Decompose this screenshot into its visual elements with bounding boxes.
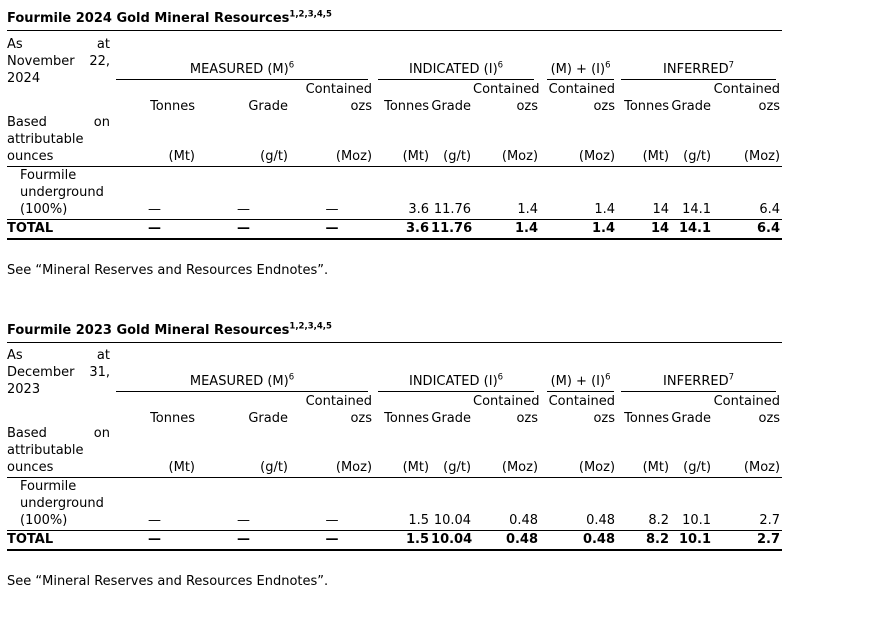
unit-moz: (Moz)	[473, 116, 540, 166]
basis-word: on	[93, 114, 110, 130]
group-superscript: 6	[288, 372, 295, 383]
mineral-resources-section-2024	[7, 10, 782, 279]
group-superscript: 7	[728, 372, 735, 383]
total-label: TOTAL	[7, 531, 112, 551]
date-word: at	[96, 348, 110, 363]
header-left-cell	[7, 346, 112, 478]
table-row-fourmile-underground	[7, 478, 782, 531]
unit-moz: (Moz)	[540, 428, 617, 478]
total-measured-ozs: —	[290, 531, 374, 551]
cell-inferred-grade: 14.1	[671, 166, 713, 219]
table-row-total	[7, 219, 782, 239]
group-header-m-plus-i: $(M) + (I)^6$	[540, 34, 617, 81]
cell-m-plus-i-ozs: 0.48	[540, 478, 617, 531]
resources-table-2024	[7, 34, 782, 240]
cell-indicated-grade: 11.76	[431, 166, 473, 219]
cell-indicated-tonnes: 3.6	[374, 166, 431, 219]
total-inferred-ozs: 6.4	[713, 219, 782, 239]
endnotes-reference: See “Mineral Reserves and Resources Endnotes”.	[7, 574, 329, 589]
cell-measured-tonnes: —	[112, 478, 197, 531]
endnotes-reference: See “Mineral Reserves and Resources Endnotes”.	[7, 262, 329, 278]
cell-measured-grade: —	[197, 478, 290, 531]
table-title-2023	[7, 322, 782, 343]
total-indicated-tonnes: 3.6	[374, 219, 431, 239]
column-header-row	[7, 393, 782, 428]
basis-word: attributable	[7, 131, 84, 147]
basis-word: Based	[7, 114, 47, 130]
group-superscript: 6	[288, 60, 295, 71]
basis-note	[7, 425, 110, 476]
col-header-indicated-grade: Grade	[431, 410, 472, 426]
unit-gpt: (g/t)	[671, 116, 713, 166]
unit-gpt: (g/t)	[197, 428, 290, 478]
date-word: November	[7, 53, 75, 69]
total-measured-ozs: —	[290, 219, 374, 239]
cell-inferred-ozs: 6.4	[713, 166, 782, 219]
mineral-resources-section-2023	[7, 322, 782, 591]
col-header-inferred-tonnes: Tonnes	[624, 99, 670, 114]
unit-moz: (Moz)	[713, 116, 782, 166]
cell-measured-ozs: —	[290, 166, 374, 219]
basis-word: ounces	[7, 460, 54, 475]
col-header-measured-tonnes: Tonnes	[150, 99, 195, 114]
basis-word: ounces	[7, 148, 54, 164]
cell-measured-grade: —	[197, 166, 290, 219]
date-word: at	[96, 36, 110, 52]
total-m-plus-i-ozs: 1.4	[540, 219, 617, 239]
cell-inferred-tonnes: 8.2	[617, 478, 671, 531]
units-row	[7, 428, 782, 478]
unit-mt: (Mt)	[374, 428, 431, 478]
total-indicated-ozs: 0.48	[473, 531, 540, 551]
date-word: 31,	[89, 365, 110, 380]
group-header-m-plus-i: $(M) + (I)^6$	[540, 346, 617, 393]
total-measured-tonnes: —	[112, 219, 197, 239]
col-header-indicated-tonnes: Tonnes	[384, 410, 430, 426]
col-header-m-plus-i-contained-ozs: Contained ozs	[548, 82, 616, 114]
group-superscript: 6	[497, 60, 504, 71]
group-header-measured: MEASURED $(M)^6$	[112, 346, 374, 393]
row-label: Fourmile underground (100%)	[7, 166, 112, 219]
total-inferred-grade: 14.1	[671, 219, 713, 239]
col-header-m-plus-i-contained-ozs: Contained ozs	[548, 393, 616, 426]
col-header-measured-contained-ozs: Contained ozs	[305, 82, 373, 114]
col-header-indicated-contained-ozs: Contained ozs	[473, 82, 540, 114]
col-header-inferred-grade: Grade	[671, 99, 712, 114]
title-superscript: 1,2,3,4,5	[289, 9, 332, 20]
cell-indicated-grade: 10.04	[431, 478, 473, 531]
total-inferred-tonnes: 8.2	[617, 531, 671, 551]
col-header-indicated-grade: Grade	[431, 99, 472, 114]
unit-mt: (Mt)	[617, 428, 671, 478]
total-inferred-grade: 10.1	[671, 531, 713, 551]
basis-word: Based	[7, 426, 47, 441]
unit-moz: (Moz)	[290, 428, 374, 478]
total-measured-grade: —	[197, 219, 290, 239]
group-header-inferred: INFERRED$^7$	[617, 34, 782, 81]
col-header-measured-grade: Grade	[248, 410, 288, 426]
unit-mt: (Mt)	[112, 428, 197, 478]
group-header-row	[7, 34, 782, 81]
table-title-2024	[7, 10, 782, 31]
group-header-measured: MEASURED $(M)^6$	[112, 34, 374, 81]
unit-mt: (Mt)	[112, 116, 197, 166]
col-header-inferred-grade: Grade	[671, 410, 712, 426]
group-header-row	[7, 346, 782, 393]
group-superscript: 6	[605, 372, 611, 383]
total-indicated-grade: 10.04	[431, 531, 473, 551]
cell-inferred-tonnes: 14	[617, 166, 671, 219]
header-left-cell	[7, 34, 112, 166]
units-row	[7, 116, 782, 166]
column-header-row	[7, 81, 782, 116]
as-at-date-note	[7, 36, 110, 87]
group-superscript: 7	[728, 60, 735, 71]
unit-mt: (Mt)	[617, 116, 671, 166]
cell-measured-ozs: —	[290, 478, 374, 531]
date-word: As	[7, 36, 23, 52]
table-title-text: Fourmile 2024 Gold Mineral Resources	[7, 11, 290, 26]
unit-gpt: (g/t)	[197, 116, 290, 166]
table-row-total	[7, 531, 782, 551]
group-header-indicated: INDICATED $(I)^6$	[374, 34, 540, 81]
date-word: 2024	[7, 70, 41, 86]
col-header-inferred-contained-ozs: Contained ozs	[713, 393, 781, 426]
group-header-indicated: INDICATED $(I)^6$	[374, 346, 540, 393]
cell-inferred-grade: 10.1	[671, 478, 713, 531]
unit-moz: (Moz)	[290, 116, 374, 166]
total-indicated-grade: 11.76	[431, 219, 473, 239]
unit-moz: (Moz)	[473, 428, 540, 478]
col-header-measured-tonnes: Tonnes	[150, 410, 195, 426]
unit-gpt: (g/t)	[431, 116, 473, 166]
group-header-inferred: INFERRED$^7$	[617, 346, 782, 393]
date-word: 22,	[89, 53, 110, 69]
table-row-fourmile-underground	[7, 166, 782, 219]
date-word: 2023	[7, 382, 41, 397]
title-superscript: 1,2,3,4,5	[289, 321, 332, 332]
unit-mt: (Mt)	[374, 116, 431, 166]
total-label: TOTAL	[7, 219, 112, 239]
basis-word: attributable	[7, 443, 84, 458]
total-indicated-tonnes: 1.5	[374, 531, 431, 551]
unit-gpt: (g/t)	[671, 428, 713, 478]
cell-indicated-ozs: 0.48	[473, 478, 540, 531]
unit-moz: (Moz)	[540, 116, 617, 166]
date-word: As	[7, 348, 23, 363]
total-inferred-tonnes: 14	[617, 219, 671, 239]
row-label: Fourmile underground (100%)	[7, 478, 112, 531]
basis-note	[7, 114, 110, 165]
col-header-measured-grade: Grade	[248, 99, 288, 114]
as-at-date-note	[7, 347, 110, 398]
total-measured-tonnes: —	[112, 531, 197, 551]
group-superscript: 6	[605, 60, 611, 71]
resources-table-2023	[7, 346, 782, 552]
col-header-indicated-tonnes: Tonnes	[384, 99, 430, 114]
cell-indicated-ozs: 1.4	[473, 166, 540, 219]
col-header-indicated-contained-ozs: Contained ozs	[473, 393, 540, 426]
total-m-plus-i-ozs: 0.48	[540, 531, 617, 551]
table-title-text: Fourmile 2023 Gold Mineral Resources	[7, 322, 290, 338]
cell-m-plus-i-ozs: 1.4	[540, 166, 617, 219]
basis-word: on	[93, 426, 110, 441]
col-header-inferred-tonnes: Tonnes	[624, 410, 670, 426]
unit-gpt: (g/t)	[431, 428, 473, 478]
cell-indicated-tonnes: 1.5	[374, 478, 431, 531]
cell-measured-tonnes: —	[112, 166, 197, 219]
total-inferred-ozs: 2.7	[713, 531, 782, 551]
date-word: December	[7, 365, 75, 380]
total-indicated-ozs: 1.4	[473, 219, 540, 239]
col-header-inferred-contained-ozs: Contained ozs	[713, 82, 781, 114]
unit-moz: (Moz)	[713, 428, 782, 478]
col-header-measured-contained-ozs: Contained ozs	[305, 393, 373, 426]
group-superscript: 6	[497, 372, 504, 383]
cell-inferred-ozs: 2.7	[713, 478, 782, 531]
total-measured-grade: —	[197, 531, 290, 551]
